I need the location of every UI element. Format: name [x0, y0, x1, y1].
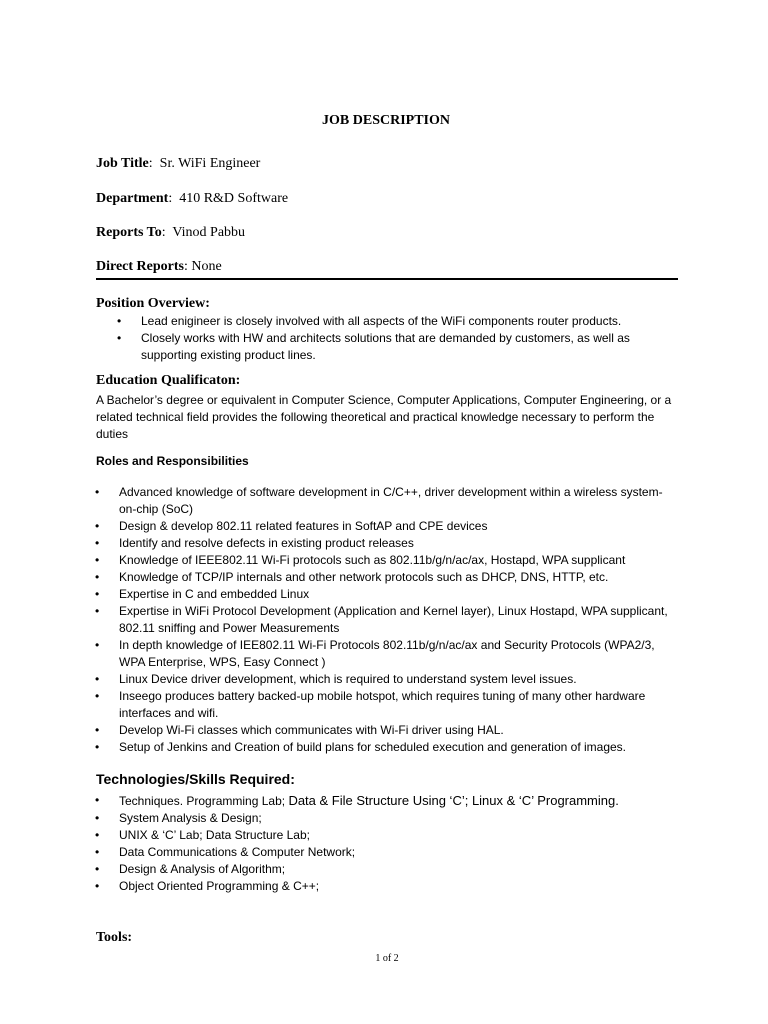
bullet-icon: •	[95, 587, 100, 601]
bullet-icon: •	[95, 689, 100, 703]
reports-to-field	[96, 225, 245, 241]
technologies-heading: Technologies/Skills Required:	[96, 771, 295, 787]
list-item: • UNIX & ‘C’ Lab; Data Structure Lab;	[95, 828, 310, 842]
bullet-icon: •	[95, 793, 100, 807]
reports-to-separator: :	[161, 225, 173, 240]
department-value: 410 R&D Software	[179, 191, 289, 206]
reports-to-value: Vinod Pabbu	[172, 225, 246, 240]
technologies-list	[95, 792, 699, 895]
list-item: • Setup of Jenkins and Creation of build plans for scheduled execution and generation of images.	[95, 740, 626, 754]
bullet-icon: •	[95, 519, 100, 533]
header-divider	[96, 278, 678, 280]
roles-list	[95, 484, 679, 756]
list-item: • System Analysis & Design;	[95, 811, 262, 825]
list-item: • Design & Analysis of Algorithm;	[95, 862, 286, 876]
job-title-value: Sr. WiFi Engineer	[159, 156, 261, 171]
list-item: • Develop Wi-Fi classes which communicates with Wi-Fi driver using HAL.	[95, 723, 504, 737]
bullet-icon: •	[95, 740, 100, 754]
list-item: • Advanced knowledge of software development in C/C++, driver development within a wireless system-on-chip (SoC)	[95, 485, 663, 516]
department-separator: :	[168, 191, 180, 206]
bullet-icon: •	[95, 604, 100, 618]
bullet-icon: •	[95, 638, 100, 652]
direct-reports-value: None	[191, 259, 222, 274]
bullet-icon: •	[95, 536, 100, 550]
roles-heading: Roles and Responsibilities	[96, 454, 249, 468]
list-item: • Data Communications & Computer Network;	[95, 845, 356, 859]
bullet-icon: •	[95, 485, 100, 499]
job-title-field	[96, 156, 260, 172]
list-item: • Inseego produces battery backed-up mobile hotspot, which requires tuning of many other hardware interfaces and wifi.	[95, 689, 646, 720]
bullet-icon: •	[95, 553, 100, 567]
bullet-icon: •	[95, 672, 100, 686]
bullet-icon: •	[95, 879, 100, 893]
position-overview-list	[117, 313, 681, 364]
bullet-icon: •	[117, 331, 122, 345]
document-title: JOB DESCRIPTION	[322, 113, 450, 128]
list-item: • Identify and resolve defects in existing product releases	[95, 536, 414, 550]
job-title-separator: :	[148, 156, 160, 171]
list-item: • Closely works with HW and architects solutions that are demanded by customers, as well as supporting existing product lines.	[117, 331, 630, 362]
list-item: • Expertise in WiFi Protocol Development (Application and Kernel layer), Linux Hostapd, WPA supplicant, 802.11 sniffing and Power Measurements	[95, 604, 668, 635]
direct-reports-separator: :	[184, 259, 192, 274]
list-item: • Object Oriented Programming & C++;	[95, 879, 320, 893]
direct-reports-field	[96, 259, 222, 275]
bullet-icon: •	[95, 828, 100, 842]
department-field	[96, 191, 288, 207]
list-item: • Knowledge of TCP/IP internals and other network protocols such as DHCP, DNS, HTTP, etc.	[95, 570, 609, 584]
job-title-label: Job Title	[96, 156, 149, 171]
department-label: Department	[96, 191, 169, 206]
education-heading: Education Qualificaton:	[96, 373, 241, 388]
bullet-icon: •	[95, 862, 100, 876]
list-item: • Expertise in C and embedded Linux	[95, 587, 310, 601]
list-item: • Lead enigineer is closely involved with all aspects of the WiFi components router products.	[117, 314, 622, 328]
tools-heading: Tools:	[96, 930, 133, 945]
list-item: • Design & develop 802.11 related features in SoftAP and CPE devices	[95, 519, 488, 533]
list-item: • Knowledge of IEEE802.11 Wi-Fi protocols such as 802.11b/g/n/ac/ax, Hostapd, WPA supplicant	[95, 553, 626, 567]
position-overview-heading: Position Overview:	[96, 296, 210, 311]
direct-reports-label: Direct Reports	[96, 259, 184, 274]
bullet-icon: •	[117, 314, 122, 328]
bullet-icon: •	[95, 723, 100, 737]
page-number: 1 of 2	[375, 953, 399, 964]
list-item: • Linux Device driver development, which is required to understand system level issues.	[95, 672, 577, 686]
list-item: • In depth knowledge of IEE802.11 Wi-Fi Protocols 802.11b/g/n/ac/ax and Security Protocols (WPA2/3, WPA Enterprise, WPS, Easy Connect )	[95, 638, 655, 669]
bullet-icon: •	[95, 811, 100, 825]
bullet-icon: •	[95, 845, 100, 859]
reports-to-label: Reports To	[96, 225, 162, 240]
bullet-icon: •	[95, 570, 100, 584]
list-item: • Techniques. Programming Lab; Data & File Structure Using ‘C’; Linux & ‘C’ Programming.	[95, 793, 619, 808]
education-text: A Bachelor’s degree or equivalent in Computer Science, Computer Applications, Computer Engineering, or a related technical field provides the following theoretical and practical knowledge necessary to perform the duties	[96, 393, 672, 441]
